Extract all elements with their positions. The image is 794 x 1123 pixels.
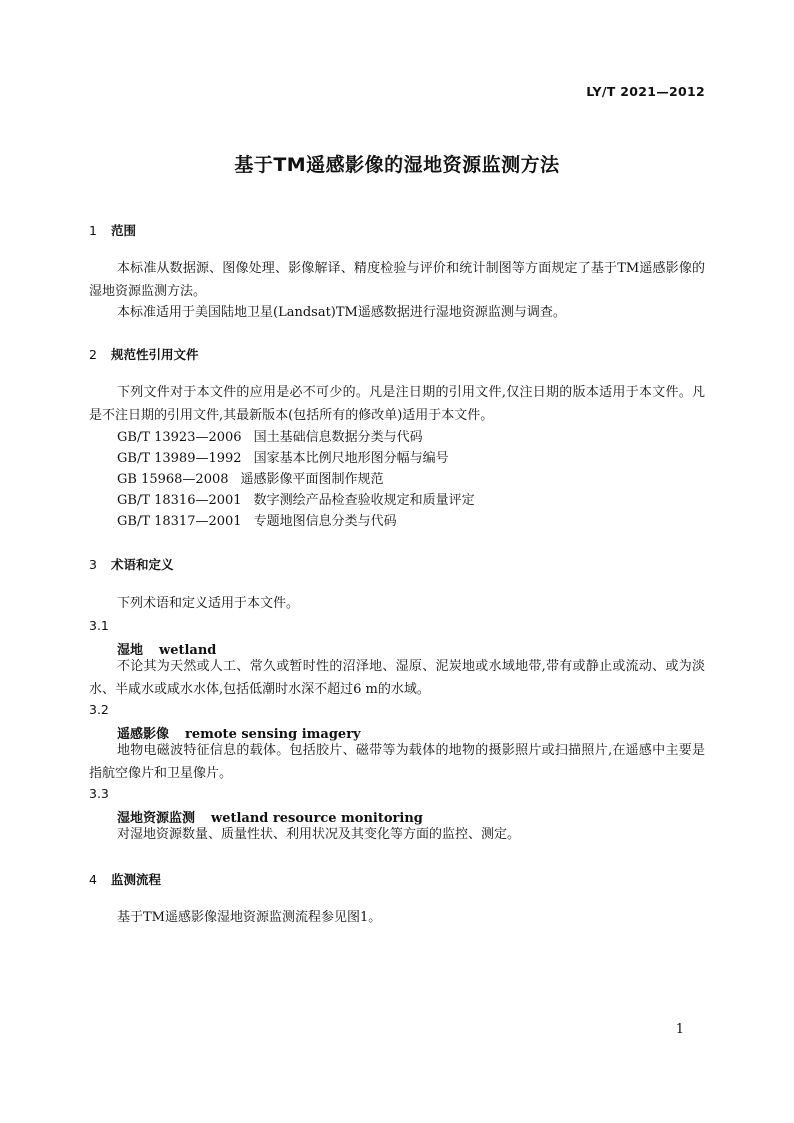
reference-item: [117, 468, 384, 491]
term-en: wetland: [159, 643, 217, 658]
scope-paragraph-2: 本标准适用于美国陆地卫星(Landsat)TM遥感数据进行湿地资源监测与调查。: [117, 305, 566, 320]
term-number: 3.2: [89, 702, 109, 717]
section-title: 范围: [111, 223, 137, 238]
reference-item: [117, 510, 397, 533]
section-heading-2: [89, 345, 199, 363]
reference-code: GB/T 13923—2006: [117, 430, 242, 445]
section-number: 3: [89, 557, 97, 572]
reference-code: GB 15968—2008: [117, 472, 229, 487]
term-zh: 湿地资源监测: [117, 811, 196, 826]
term-en: wetland resource monitoring: [211, 811, 423, 826]
process-paragraph: 基于TM遥感影像湿地资源监测流程参见图1。: [117, 910, 382, 925]
term-definition: 对湿地资源数量、质量性状、利用状况及其变化等方面的监控、测定。: [117, 827, 521, 842]
reference-code: GB/T 18317—2001: [117, 514, 242, 529]
scope-paragraph-1: 本标准从数据源、图像处理、影像解译、精度检验与评价和统计制图等方面规定了基于TM遥感影像的湿地资源监测方法。: [89, 261, 705, 299]
section-number: 2: [89, 347, 97, 362]
standard-number: LY/T 2021—2012: [586, 84, 705, 99]
reference-title: 国土基础信息数据分类与代码: [253, 430, 423, 445]
section-title: 规范性引用文件: [111, 347, 199, 362]
section-title: 术语和定义: [111, 557, 174, 572]
reference-item: [117, 447, 449, 470]
section-heading-1: [89, 221, 136, 239]
reference-code: GB/T 18316—2001: [117, 493, 242, 508]
term-en: remote sensing imagery: [185, 727, 361, 742]
term-zh: 湿地: [117, 643, 144, 658]
section-heading-3: [89, 555, 174, 573]
reference-title: 专题地图信息分类与代码: [253, 514, 397, 529]
references-intro: 下列文件对于本文件的应用是必不可少的。凡是注日期的引用文件,仅注日期的版本适用于本文件。凡是不注日期的引用文件,其最新版本(包括所有的修改单)适用于本文件。: [89, 385, 705, 423]
reference-title: 国家基本比例尺地形图分幅与编号: [253, 451, 449, 466]
section-number: 4: [89, 872, 97, 887]
term-number: 3.3: [89, 786, 109, 801]
reference-code: GB/T 13989—1992: [117, 451, 242, 466]
reference-item: [117, 426, 423, 449]
reference-title: 遥感影像平面图制作规范: [240, 472, 384, 487]
term-zh: 遥感影像: [117, 727, 170, 742]
section-number: 1: [89, 223, 97, 238]
term-number: 3.1: [89, 618, 109, 633]
term-definition: 地物电磁波特征信息的载体。包括胶片、磁带等为载体的地物的摄影照片或扫描照片,在遥感中主要是指航空像片和卫星像片。: [89, 743, 705, 781]
section-title: 监测流程: [111, 872, 162, 887]
reference-item: [117, 489, 475, 512]
section-heading-4: [89, 870, 161, 888]
reference-title: 数字测绘产品检查验收规定和质量评定: [253, 493, 475, 508]
terms-intro: 下列术语和定义适用于本文件。: [117, 596, 300, 611]
document-title: 基于TM遥感影像的湿地资源监测方法: [234, 154, 560, 176]
page-number: 1: [675, 1022, 684, 1037]
term-definition: 不论其为天然或人工、常久或暂时性的沼泽地、湿原、泥炭地或水域地带,带有或静止或流动、或为淡水、半咸水或咸水水体,包括低潮时水深不超过6 m的水域。: [89, 659, 705, 697]
